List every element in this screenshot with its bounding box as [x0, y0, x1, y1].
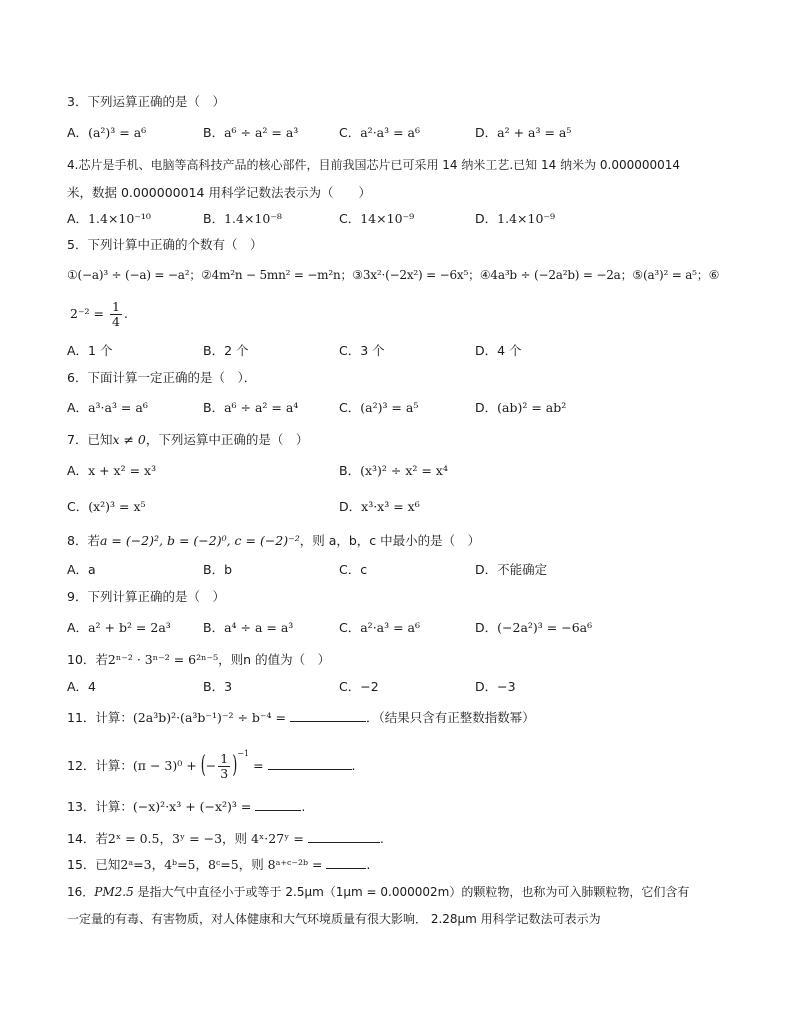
q14: 14．若2ˣ = 0.5，3ʸ = −3，则 4ˣ·27ʸ = . — [67, 831, 384, 846]
q12-fraction: $\frac{1}{3}$ — [220, 751, 229, 781]
q10-option-d[interactable]: D．−3 — [475, 679, 516, 694]
q4-option-c[interactable]: C．14×10⁻⁹ — [339, 211, 415, 226]
q13-answer-blank[interactable] — [255, 798, 301, 811]
q9-option-a[interactable]: A．a² + b² = 2a³ — [67, 620, 171, 635]
q15-answer-blank[interactable] — [326, 856, 366, 869]
q7-stem: 7．已知x ≠ 0，下列运算中正确的是（ ） — [67, 432, 309, 447]
q6-option-b[interactable]: B．a⁶ ÷ a² = a⁴ — [203, 400, 299, 415]
q3-option-d[interactable]: D．a² + a³ = a⁵ — [475, 125, 572, 140]
q6-option-c[interactable]: C．(a²)³ = a⁵ — [339, 400, 419, 415]
q3-option-c[interactable]: C．a²·a³ = a⁶ — [339, 125, 421, 140]
q10-option-c[interactable]: C．−2 — [339, 679, 379, 694]
q3-option-a[interactable]: A．(a²)³ = a⁶ — [67, 125, 147, 140]
q7-option-d[interactable]: D．x³·x³ = x⁶ — [339, 499, 420, 514]
q10-option-a[interactable]: A．4 — [67, 679, 97, 694]
q9-option-b[interactable]: B．a⁴ ÷ a = a³ — [203, 620, 294, 635]
q11: 11．计算：(2a³b)²·(a³b⁻¹)⁻² ÷ b⁻⁴ = ．（结果只含有正整数指数幂） — [67, 710, 535, 725]
q9-option-c[interactable]: C．a²·a³ = a⁶ — [339, 620, 421, 635]
q3-option-b[interactable]: B．a⁶ ÷ a² = a³ — [203, 125, 299, 140]
q3-stem: 3．下列运算正确的是（ ） — [67, 94, 225, 109]
q8-option-d[interactable]: D．不能确定 — [475, 562, 548, 577]
q16-line2: 一定量的有毒、有害物质，对人体健康和大气环境质量有很大影响． 2.28μm 用科学记数法可表示为 — [67, 912, 601, 926]
q16-line1: 16．PM2.5 是指大气中直径小于或等于 2.5μm（1μm = 0.000002m）的颗粒物，也称为可入肺颗粒物，它们含有 — [67, 885, 690, 899]
q5-option-a[interactable]: A．1 个 — [67, 343, 113, 358]
q8-option-a[interactable]: A．a — [67, 562, 96, 577]
q7-option-b[interactable]: B．(x³)² ÷ x² = x⁴ — [339, 463, 448, 478]
q9-option-d[interactable]: D．(−2a²)³ = −6a⁶ — [475, 620, 593, 635]
q6-option-a[interactable]: A．a³·a³ = a⁶ — [67, 400, 148, 415]
q5-fraction: $\frac{1}{4}$ — [112, 299, 120, 329]
q10-stem: 10．若2ⁿ⁻² · 3ⁿ⁻² = 6²ⁿ⁻⁵，则n 的值为（ ） — [67, 652, 331, 667]
q10-option-b[interactable]: B．3 — [203, 679, 233, 694]
q7-option-c[interactable]: C．(x²)³ = x⁵ — [67, 499, 146, 514]
q4-option-a[interactable]: A．1.4×10⁻¹⁰ — [67, 211, 151, 226]
q8-option-b[interactable]: B．b — [203, 562, 233, 577]
q11-answer-blank[interactable] — [290, 709, 366, 722]
q4-stem-line2: 米，数据 0.000000014 用科学记数法表示为（ ） — [67, 185, 371, 200]
q13: 13．计算：(−x)²·x³ + (−x²)³ = . — [67, 799, 306, 814]
q9-stem: 9．下列计算正确的是（ ） — [67, 589, 225, 604]
q5-stem: 5．下列计算中正确的个数有（ ） — [67, 237, 263, 252]
q5-option-c[interactable]: C．3 个 — [339, 343, 385, 358]
q4-option-b[interactable]: B．1.4×10⁻⁸ — [203, 211, 282, 226]
q14-answer-blank[interactable] — [308, 830, 380, 843]
q4-option-d[interactable]: D．1.4×10⁻⁹ — [475, 211, 556, 226]
q15: 15．已知2ᵃ=3，4ᵇ=5，8ᶜ=5，则 8ᵃ⁺ᶜ⁻²ᵇ = . — [67, 857, 371, 872]
q6-option-d[interactable]: D．(ab)² = ab² — [475, 400, 567, 415]
q7-option-a[interactable]: A．x + x² = x³ — [67, 463, 157, 478]
q4-stem-line1: 4.芯片是手机、电脑等高科技产品的核心部件，目前我国芯片已可采用 14 纳米工艺.已知 14 纳米为 0.000000014 — [67, 158, 681, 172]
q5-option-b[interactable]: B．2 个 — [203, 343, 249, 358]
q12-answer-blank[interactable] — [268, 757, 352, 770]
q6-stem: 6．下面计算一定正确的是（ ）． — [67, 370, 257, 385]
q5-item6: 2⁻² = $\frac{1}{4}$ . — [70, 299, 128, 329]
q8-stem: 8．若a = (−2)², b = (−2)⁰, c = (−2)⁻²，则 a，b，c 中最小的是（ ） — [67, 533, 481, 548]
q5-items: ①(−a)³ ÷ (−a) = −a²；②4m²n − 5mn² = −m²n；③3x²·(−2x²) = −6x⁵；④4a³b ÷ (−2a²b) = −2a；⑤(a³)² = a⁵；⑥ — [67, 268, 720, 282]
q5-option-d[interactable]: D．4 个 — [475, 343, 522, 358]
q12: 12．计算：(π − 3)⁰ + (− $\frac{1}{3}$ )$^{-1}$ = . — [67, 749, 356, 781]
q8-option-c[interactable]: C．c — [339, 562, 368, 577]
